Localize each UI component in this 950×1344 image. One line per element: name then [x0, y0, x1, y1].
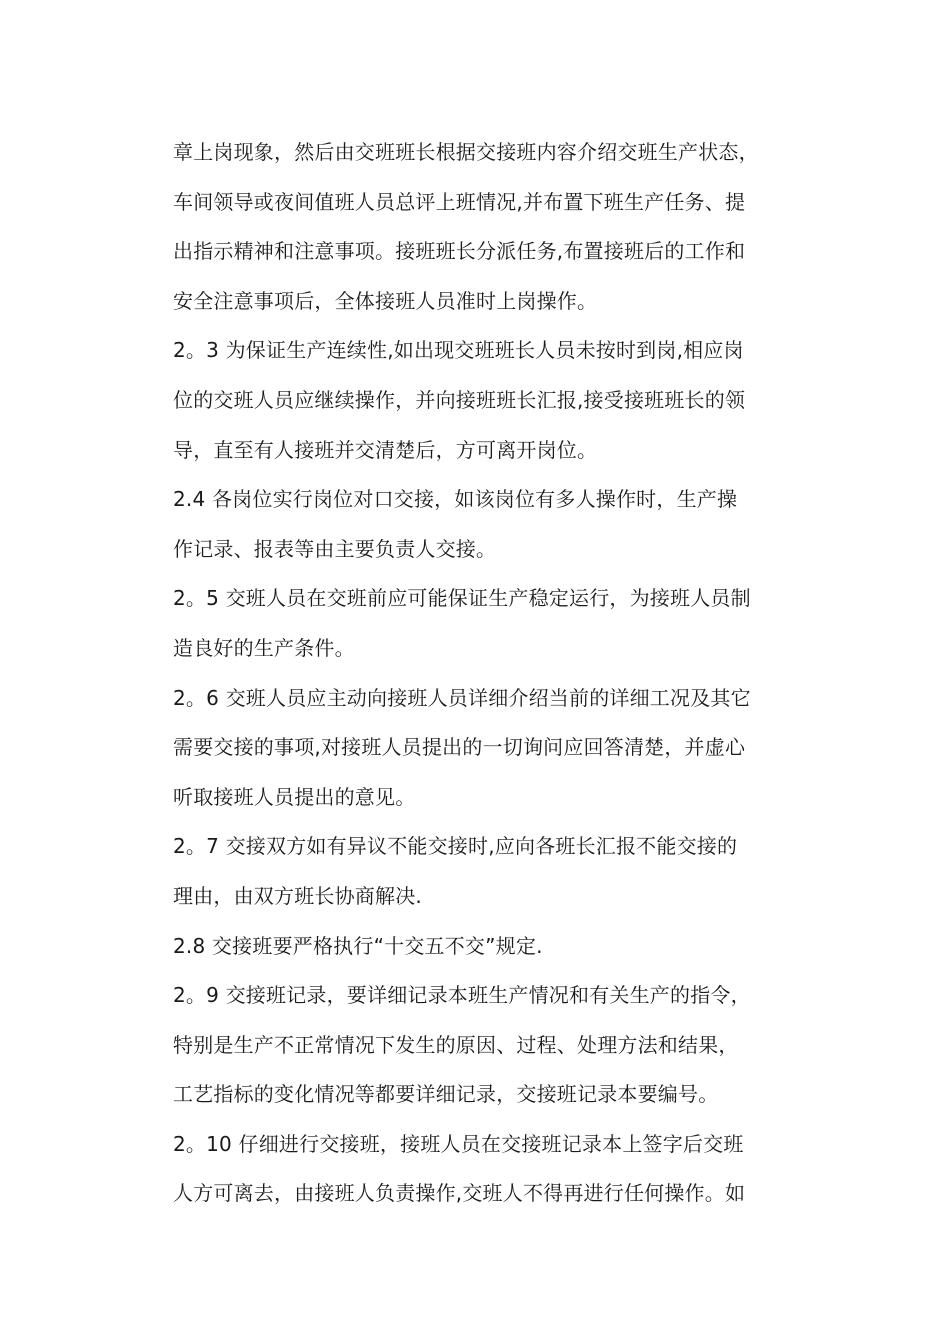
text-line: 造良好的生产条件。 — [173, 635, 355, 660]
text-line: 2。9 交接班记录，要详细记录本班生产情况和有关生产的指令， — [173, 983, 751, 1008]
text-line: 2。6 交班人员应主动向接班人员详细介绍当前的详细工况及其它 — [173, 685, 751, 710]
text-line: 2。3 为保证生产连续性,如出现交班班长人员未按时到岗,相应岗 — [173, 338, 744, 363]
text-line: 需要交接的事项,对接班人员提出的一切询问应回答清楚，并虚心 — [173, 735, 746, 760]
text-line: 安全注意事项后，全体接班人员准时上岗操作。 — [173, 288, 598, 313]
document-body — [173, 128, 813, 1219]
text-line: 章上岗现象，然后由交班班长根据交接班内容介绍交班生产状态， — [173, 140, 759, 164]
text-line: 理由，由双方班长协商解决. — [173, 883, 422, 908]
text-line: 2.4 各岗位实行岗位对口交接，如该岗位有多人操作时，生产操 — [173, 487, 738, 512]
text-line: 出指示精神和注意事项。接班班长分派任务,布置接班后的工作和 — [173, 239, 746, 264]
text-line: 2。5 交班人员在交班前应可能保证生产稳定运行，为接班人员制 — [173, 586, 751, 611]
text-line: 2。10 仔细进行交接班，接班人员在交接班记录本上签字后交班 — [173, 1131, 744, 1156]
text-line: 作记录、报表等由主要负责人交接。 — [173, 536, 497, 561]
text-line: 工艺指标的变化情况等都要详细记录，交接班记录本要编号。 — [173, 1082, 719, 1107]
text-line: 特别是生产不正常情况下发生的原因、过程、处理方法和结果， — [173, 1032, 739, 1057]
text-line: 2.8 交接班要严格执行“十交五不交”规定. — [173, 933, 543, 958]
text-line: 车间领导或夜间值班人员总评上班情况,并布置下班生产任务、提 — [173, 189, 746, 214]
text-line: 2。7 交接双方如有异议不能交接时,应向各班长汇报不能交接的 — [173, 834, 738, 859]
text-line: 人方可离去，由接班人负责操作,交班人不得再进行任何操作。如 — [173, 1181, 746, 1206]
text-line: 位的交班人员应继续操作，并向接班班长汇报,接受接班班长的领 — [173, 387, 746, 412]
text-line: 导，直至有人接班并交清楚后，方可离开岗位。 — [173, 437, 598, 462]
text-line: 听取接班人员提出的意见。 — [173, 784, 416, 809]
